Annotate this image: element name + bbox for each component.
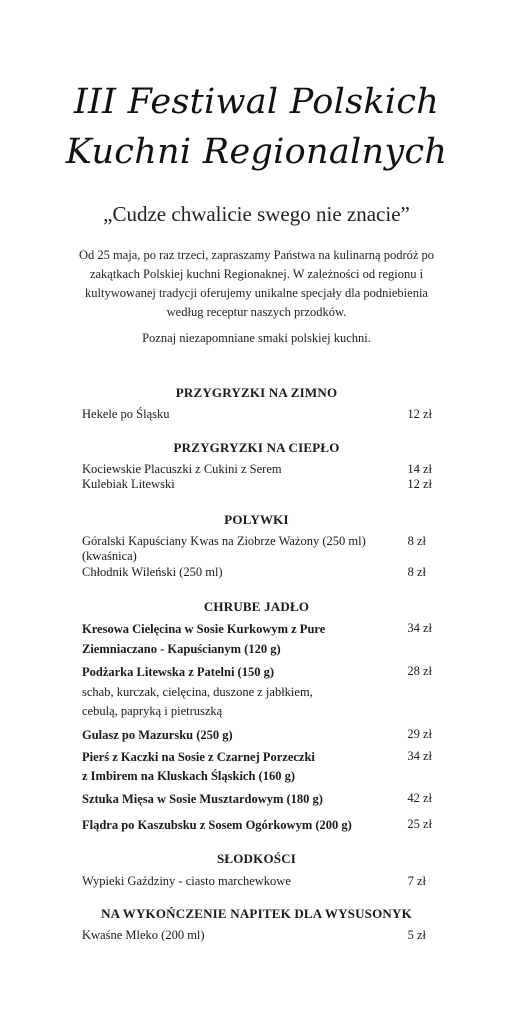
menu-item-description: schab, kurczak, cielęcina, duszone z jabłkiem, [82, 685, 313, 699]
menu-item-name: Kresowa Cielęcina w Sosie Kurkowym z Pure [82, 622, 326, 636]
menu-item-name: Wypieki Gaździny - ciasto marchewkowe [82, 874, 291, 888]
menu-item-price: 29 zł [407, 727, 432, 741]
section-heading-hot-appetizers: PRZYGRYZKI NA CIEPŁO [173, 440, 340, 455]
section-heading-main-dishes: CHRUBE JADŁO [203, 599, 310, 614]
menu-item-price: 25 zł [407, 817, 432, 831]
menu-item-name: Kwaśne Mleko (200 ml) [82, 928, 205, 942]
tagline: Poznaj niezapomniane smaki polskiej kuchni. [142, 331, 371, 345]
menu-item-name: Góralski Kapuściany Kwas na Ziobrze Ważony (250 ml) [82, 534, 366, 548]
intro-paragraph: Od 25 maja, po raz trzeci, zapraszamy Państwa na kulinarną podróż po zakątkach Polskiej kuchni Regionaknej. W zależności od regionu i kultywowanej tradycji oferujemy unikalne specjały dla podniebienia według receptur naszych przodków. [78, 248, 435, 319]
menu-item-price: 8 zł [407, 565, 426, 579]
section-heading-cold-appetizers: PRZYGRYZKI NA ZIMNO [175, 385, 338, 400]
menu-item-price: 28 zł [407, 664, 432, 678]
menu-item-price: 34 zł [407, 621, 432, 635]
menu-item-name-cont: Ziemniaczano - Kapuścianym (120 g) [82, 642, 281, 656]
menu-item-name-cont: z Imbirem na Kluskach Śląskich (160 g) [82, 769, 295, 783]
section-heading-drinks: NA WYKOŃCZENIE NAPITEK DLA WYSUSONYK [101, 906, 412, 921]
menu-item-name: Flądra po Kaszubsku z Sosem Ogórkowym (200 g) [82, 818, 352, 832]
menu-item-price: 12 zł [407, 407, 432, 421]
menu-item-name: Kociewskie Placuszki z Cukini z Serem [82, 462, 282, 476]
menu-item-subtitle: (kwaśnica) [82, 549, 137, 563]
section-heading-soups: POLYWKI [224, 512, 289, 527]
menu-item-name: Gulasz po Mazursku (250 g) [82, 728, 233, 742]
menu-item-price: 34 zł [407, 749, 432, 763]
menu-item-price: 12 zł [407, 477, 432, 491]
menu-item-name: Kulebiak Litewski [82, 477, 175, 491]
menu-item-price: 42 zł [407, 791, 432, 805]
menu-item-name: Hekele po Śląsku [82, 407, 170, 421]
menu-item-name: Pierś z Kaczki na Sosie z Czarnej Porzeczki [82, 750, 315, 764]
page-title-line-1: III Festiwal Polskich [73, 82, 440, 122]
section-heading-desserts: SŁODKOŚCI [216, 851, 297, 866]
menu-item-name: Sztuka Mięsa w Sosie Musztardowym (180 g) [82, 792, 323, 806]
menu-item-price: 5 zł [407, 928, 426, 942]
menu-item-name: Chłodnik Wileński (250 ml) [82, 565, 223, 579]
menu-item-price: 8 zł [407, 534, 426, 548]
menu-item-price: 14 zł [407, 462, 432, 476]
menu-item-name: Podżarka Litewska z Patelni (150 g) [82, 665, 274, 679]
menu-item-description: cebulą, papryką i pietruszką [82, 704, 223, 718]
motto: „Cudze chwalicie swego nie znacie” [103, 202, 410, 226]
page-title-line-2: Kuchni Regionalnych [65, 132, 448, 172]
menu-item-price: 7 zł [407, 874, 426, 888]
